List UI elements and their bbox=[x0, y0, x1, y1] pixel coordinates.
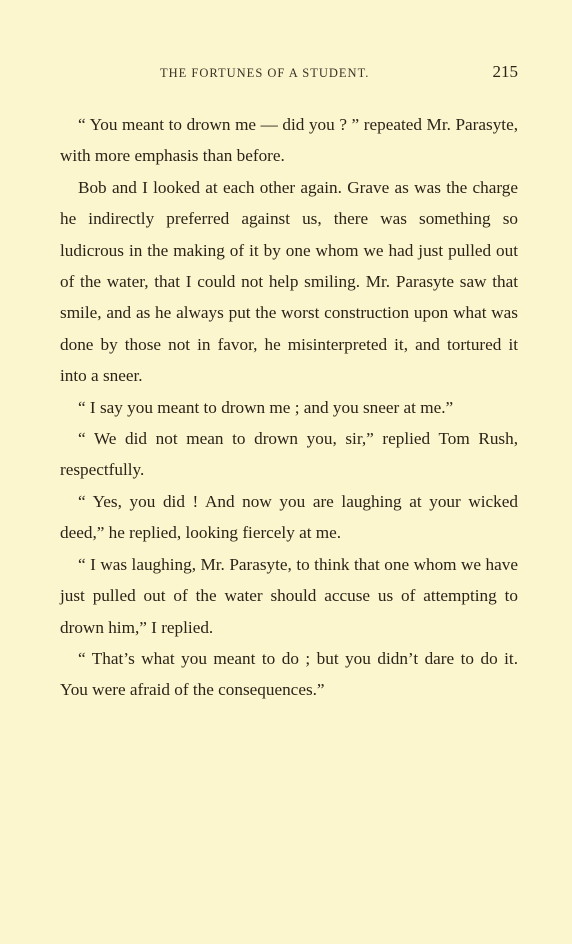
paragraph: “ I say you meant to drown me ; and you sneer at me.” bbox=[78, 397, 454, 417]
paragraph: “ You meant to drown me — did you ? ” repeated Mr. Parasyte, with more emphasis than before. bbox=[60, 115, 518, 166]
page-header bbox=[60, 62, 518, 86]
paragraph: “ Yes, you did ! And now you are laughing at your wicked deed,” he replied, looking fiercely at me. bbox=[60, 491, 518, 543]
paragraph: “ We did not mean to drown you, sir,” replied Tom Rush, respectfully. bbox=[60, 429, 518, 480]
paragraph: “ I was laughing, Mr. Parasyte, to think that one whom we have just pulled out of the water should accuse us of attempting to drown him,” I replied. bbox=[60, 554, 518, 637]
paragraph: Bob and I looked at each other again. Grave as was the charge he indirectly preferred against us, there was something so ludicrous in the making of it by one whom we had just pulled out of the water, that I could not help smiling. Mr. Parasyte saw that smile, and as he always put the worst construction upon what was done by those not in favor, he misinterpreted it, and tortured it into a sneer. bbox=[60, 177, 518, 386]
body-text bbox=[60, 109, 518, 706]
paragraph: “ That’s what you meant to do ; but you didn’t dare to do it. You were afraid of the consequences.” bbox=[60, 648, 518, 700]
page-number: 215 bbox=[492, 62, 518, 81]
running-head: THE FORTUNES OF A STUDENT. bbox=[160, 66, 370, 80]
